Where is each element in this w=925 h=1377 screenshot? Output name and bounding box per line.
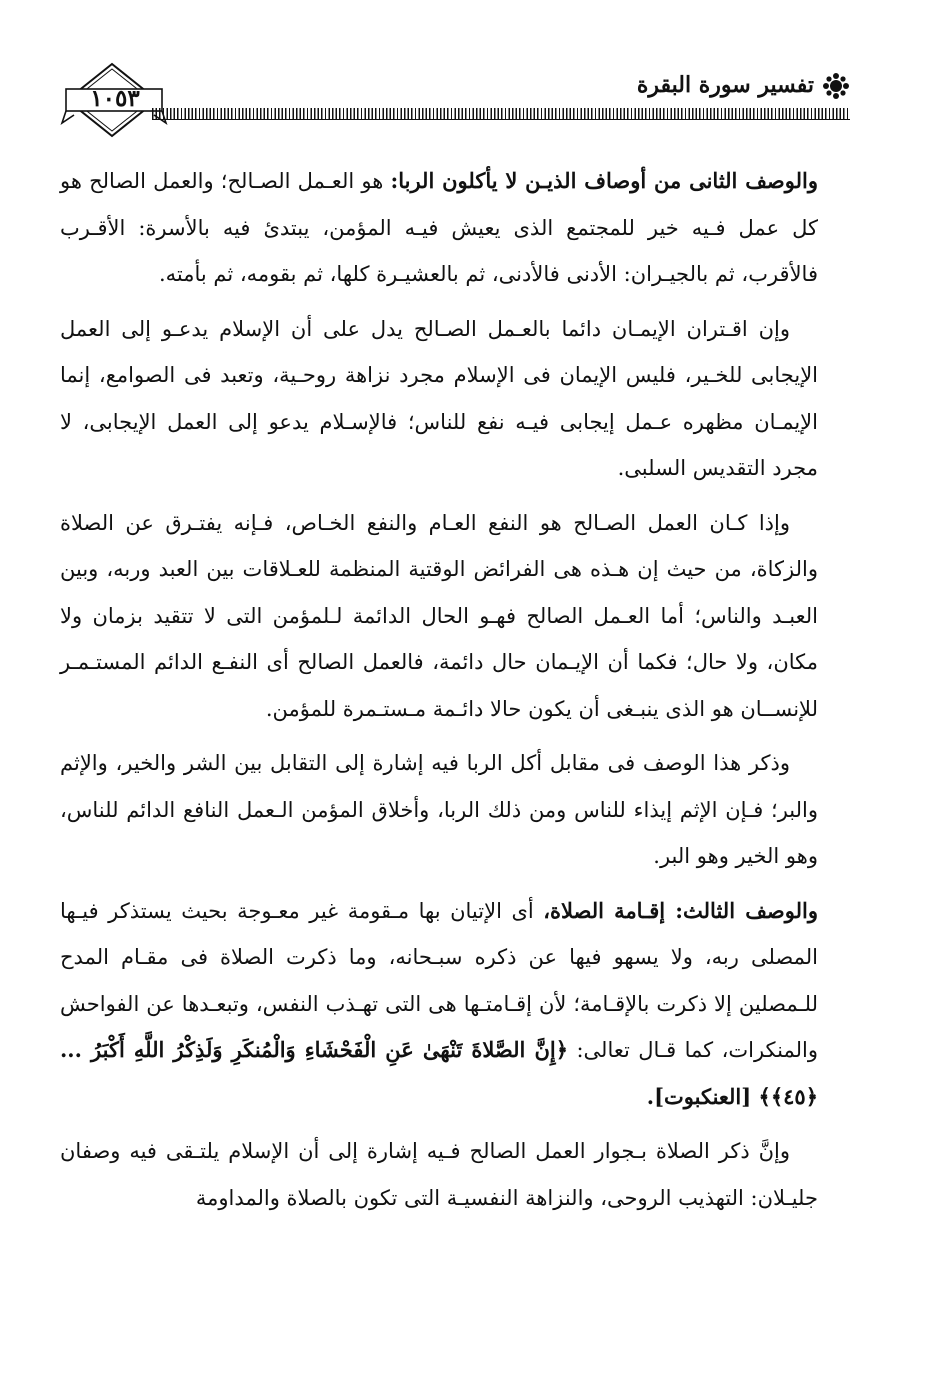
page-number: ١٠٥٣ bbox=[90, 85, 140, 112]
section-heading: والوصف الثانى من أوصاف الذيـن لا يأكلون الربا: bbox=[390, 168, 818, 193]
section-heading: والوصف الثالث: إقـامة الصلاة، bbox=[543, 897, 818, 923]
paragraph-third-trait bbox=[60, 888, 818, 1121]
paragraph-riba-contrast: وذكر هذا الوصف فى مقابل أكل الربا فيه إشارة إلى التقابل بين الشر والخير، والإثم والبر؛ فـإن الإثم إيذاء للناس ومن ذلك الربا، وأخلاق المؤمن الـعمل النافع الدائم للناس، وهو الخير وهو البر. bbox=[60, 751, 818, 868]
paragraph-good-deeds: وإذا كـان العمل الصـالح هو النفع العـام والنفع الخـاص، فـإنه يفتـرق عن الصلاة والزكاة، من حيث إن هـذه هى الفرائض الوقتية المنظمة للعـلاقات بين العبد وربه، وبين العبـد والناس؛ أما العـمل الصالح فهـو الحال الدائمة لـلمؤمن التى لا تتقيد بزمان ولا مكان، ولا حال؛ فكما أن الإيـمان حال دائمة، فالعمل الصالح أى النفـع الدائم المستـمـر للإنســان هو الذى ينبـغى أن يكون حالا دائـمة مـستـمرة للمؤمن. bbox=[60, 510, 818, 721]
header-rule bbox=[152, 108, 850, 120]
flower-ornament-icon bbox=[822, 72, 850, 100]
paragraph-faith-and-deeds: وإن اقـتران الإيمـان دائما بالعـمل الصـالح يدل على أن الإسلام يدعـو إلى العمل الإيجابى للخـير، فليس الإيمان فى الإسلام مجرد نزاهة روحـية، وتعبد فى الصوامع، إنما الإيمـان مظهره عـمل إيجابى فيـه نفع للناس؛ فالإسـلام يدعو إلى العمل الإيجابى، لا مجرد التقديس السلبى. bbox=[60, 316, 818, 480]
page-body bbox=[60, 158, 818, 1229]
paragraph-text: أى الإتيان بها مـقومة غير معـوجة بحيث يستذكر فيـها المصلى ربه، ولا يسهو فيها عن ذكره سبـحانه، وما ذكرت الصلاة فى مقـام المدح للـمصلين إلا ذكرت بالإقـامة؛ لأن إقـامتـها هى التى تهـذب النفس، وتبعـدها عن الفواحش والمنكرات، كما قـال تعالى: bbox=[60, 898, 819, 1062]
running-title: تفسير سورة البقرة bbox=[636, 72, 814, 98]
paragraph-prayer-and-deeds: وإنَّ ذكر الصلاة بـجوار العمل الصالح فـيه إشارة إلى أن الإسلام يلتـقى فيه وصفان جليـلان: التهذيب الروحى، والنزاهة النفسيـة التى تكون بالصلاة والمداومة bbox=[60, 1139, 818, 1210]
sura-reference: [العنكبوت]. bbox=[646, 1083, 759, 1109]
page-header bbox=[60, 60, 850, 150]
paragraph-text: هو العـمل الصـالح؛ والعمل الصالح هو كل عمل فـيه خير للمجتمع الذى يعيش فيـه المؤمن، يبتدئ فيه بالأسرة: الأقـرب فالأقرب، ثم بالجيـران: الأدنى فالأدنى، ثم بالعشيـرة كلها، ثم بقومه، ثم بأمته. bbox=[60, 169, 818, 286]
quran-quote: ﴿إِنَّ الصَّلاةَ تَنْهَىٰ عَنِ الْفَحْشَاءِ وَالْمُنكَرِ وَلَذِكْرُ اللَّهِ أَكْبَرُ ... ﴿٤٥﴾﴾ bbox=[60, 1037, 818, 1109]
paragraph-second-trait bbox=[60, 158, 818, 298]
